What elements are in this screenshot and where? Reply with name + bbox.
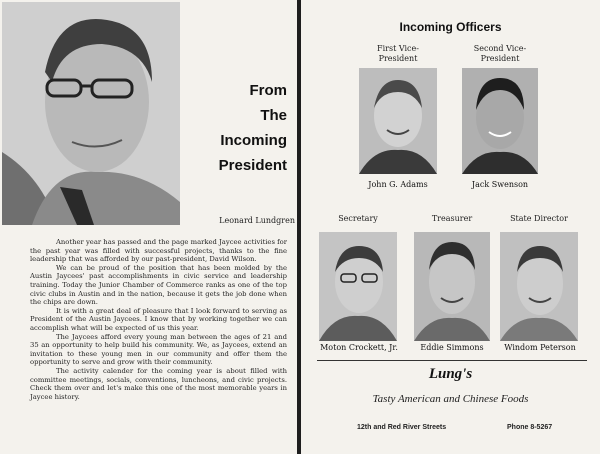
ad-address: 12th and Red River Streets [357, 424, 447, 431]
officer-photo-second-vp [462, 68, 538, 174]
right-page [301, 0, 600, 454]
ad-restaurant-name: Lung's [428, 366, 473, 382]
letter-paragraph: The Jaycees afford every young man between the ages of 21 and 35 an opportunity to help build his community. We, as Jaycees, extend an invitation to these young men in our community and offer them the opportunity to serve and grow with their community. [30, 332, 287, 367]
ad-tagline: Tasty American and Chinese Foods [372, 393, 529, 405]
officer-title-second-vp: Second Vice-President [473, 44, 527, 63]
heading-line-3: Incoming [220, 132, 287, 149]
letter-paragraph: We can be proud of the position that has been molded by the Austin Jaycees' past accomplishments in civic service and leadership training. Today the Junior Chamber of Commerce ranks as one of the top civic clubs in Austin and in the nation, because it gets the job done when the chips are down. [30, 263, 287, 307]
president-name: Leonard Lundgren [219, 216, 295, 225]
officer-name-state-director: Windom Peterson [504, 343, 576, 352]
ad-divider [317, 360, 587, 361]
letter-paragraph: The activity calender for the coming year is about filled with committee meetings, socials, conventions, luncheons, and civic projects. Check them over and let's make this one of the most memorable years in Jaycee history. [30, 366, 287, 401]
officer-title-state-director: State Director [510, 214, 568, 223]
officer-name-treasurer: Eddie Simmons [420, 343, 484, 352]
officer-title-first-vp: First Vice-President [377, 44, 419, 63]
president-photo [2, 2, 180, 225]
officers-title: Incoming Officers [399, 20, 502, 34]
officer-photo-treasurer [414, 232, 490, 341]
page-heading [215, 78, 287, 178]
ad-phone: Phone 8-5267 [507, 424, 553, 431]
officer-title-treasurer: Treasurer [431, 214, 473, 223]
letter-paragraph: It is with a great deal of pleasure that I look forward to serving as President of the Austin Jaycees. I know that by working together we can accomplish what will be expected of us this year. [30, 306, 287, 332]
letter-paragraph: Another year has passed and the page marked Jaycee activities for the past year was filled with successful projects, thanks to the fine leadership that was afforded by our past-president, David Wilson. [30, 238, 287, 264]
heading-line-4: President [218, 157, 287, 174]
left-page [0, 0, 297, 454]
officer-name-first-vp: John G. Adams [368, 180, 428, 189]
officer-name-secretary: Moton Crockett, Jr. [320, 343, 398, 352]
officer-photo-first-vp [359, 68, 437, 174]
officer-name-second-vp: Jack Swenson [471, 180, 529, 189]
heading-line-1: From [249, 82, 287, 99]
officer-title-secretary: Secretary [338, 214, 378, 223]
heading-line-2: The [260, 107, 287, 124]
officer-photo-secretary [319, 232, 397, 341]
president-letter [30, 238, 287, 401]
officer-photo-state-director [500, 232, 578, 341]
